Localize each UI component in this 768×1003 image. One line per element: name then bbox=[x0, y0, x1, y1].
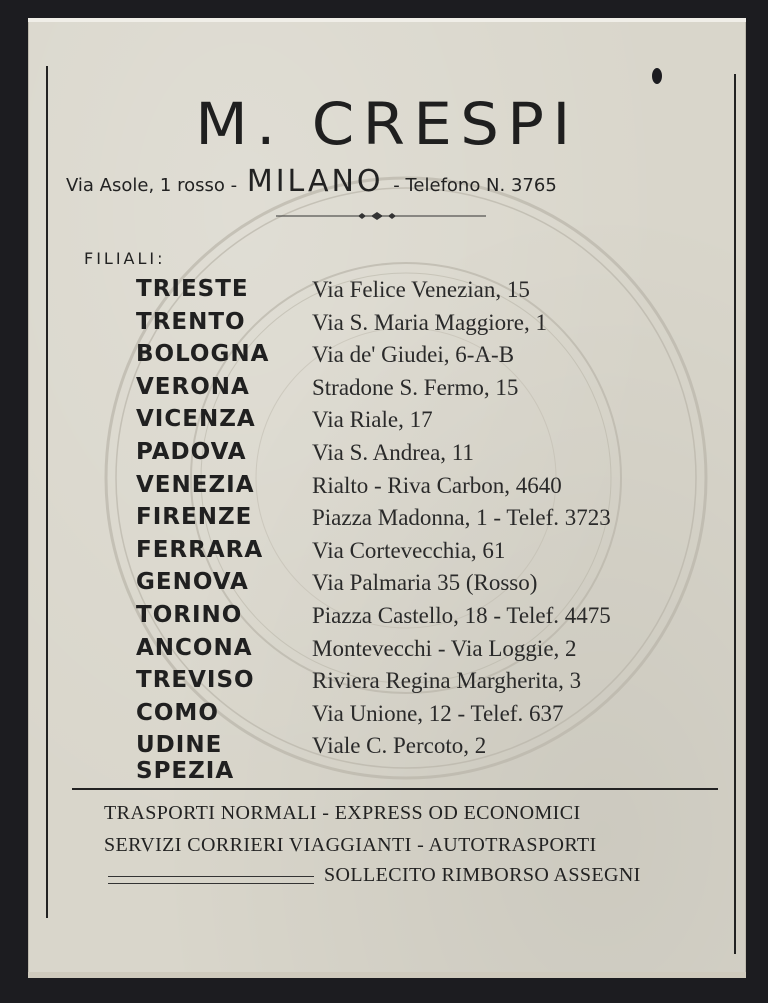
branch-address: Via de' Giudei, 6-A-B bbox=[312, 342, 515, 368]
branch-address: Piazza Madonna, 1 - Telef. 3723 bbox=[312, 505, 611, 531]
branch-city: TRIESTE bbox=[136, 276, 249, 302]
branch-city: SPEZIA bbox=[136, 758, 235, 785]
branch-city: COMO bbox=[136, 699, 219, 726]
headquarters-city: MILANO bbox=[246, 164, 384, 199]
right-border-line bbox=[734, 74, 736, 954]
section-divider bbox=[72, 788, 718, 790]
branch-city: ANCONA bbox=[136, 634, 253, 661]
ornament-divider bbox=[276, 210, 486, 222]
branch-city: VICENZA bbox=[136, 406, 256, 433]
branch-address: Via Palmaria 35 (Rosso) bbox=[312, 570, 538, 596]
branch-address: Via S. Maria Maggiore, 1 bbox=[312, 309, 547, 335]
branch-address: Montevecchi - Via Loggie, 2 bbox=[312, 635, 577, 661]
branch-city: VERONA bbox=[136, 373, 250, 400]
phone-number: - Telefono N. 3765 bbox=[393, 175, 557, 196]
branch-city: TRENTO bbox=[136, 308, 246, 335]
branch-city: GENOVA bbox=[136, 569, 249, 596]
branch-address: Stradone S. Fermo, 15 bbox=[312, 374, 519, 400]
services-line-1: TRASPORTI NORMALI - EXPRESS OD ECONOMICI bbox=[104, 802, 581, 824]
street-address: Via Asole, 1 rosso - bbox=[66, 175, 238, 196]
headquarters-address bbox=[66, 164, 756, 199]
branch-city: TREVISO bbox=[136, 667, 255, 694]
left-border-line bbox=[46, 66, 48, 918]
branch-address: Via S. Andrea, 11 bbox=[312, 439, 474, 465]
branch-city: FIRENZE bbox=[136, 504, 253, 531]
punch-hole bbox=[652, 68, 662, 84]
branch-address: Via Unione, 12 - Telef. 637 bbox=[312, 700, 564, 726]
services-line-2: SERVIZI CORRIERI VIAGGIANTI - AUTOTRASPORTI bbox=[104, 834, 597, 856]
company-name: M. CRESPI bbox=[195, 90, 579, 158]
branches-heading: FILIALI: bbox=[84, 249, 166, 268]
branch-address: Via Cortevecchia, 61 bbox=[312, 537, 506, 563]
branch-city: TORINO bbox=[136, 601, 243, 628]
branch-address: Via Felice Venezian, 15 bbox=[312, 277, 530, 302]
branch-city: FERRARA bbox=[136, 536, 264, 563]
branch-city: PADOVA bbox=[136, 438, 247, 465]
branch-address: Piazza Castello, 18 - Telef. 4475 bbox=[312, 602, 611, 628]
branch-address: Viale C. Percoto, 2 bbox=[312, 733, 487, 759]
branch-address: Via Riale, 17 bbox=[312, 407, 433, 433]
branch-address: Rialto - Riva Carbon, 4640 bbox=[312, 472, 562, 498]
branch-city: VENEZIA bbox=[136, 471, 255, 498]
services-line-3: SOLLECITO RIMBORSO ASSEGNI bbox=[324, 864, 641, 886]
branch-city: BOLOGNA bbox=[136, 341, 270, 368]
advertisement-sheet bbox=[28, 18, 746, 978]
double-rule bbox=[108, 876, 314, 884]
branch-address: Riviera Regina Margherita, 3 bbox=[312, 668, 582, 694]
paper-bottom-edge bbox=[28, 972, 746, 978]
branch-city: UDINE bbox=[136, 732, 223, 759]
